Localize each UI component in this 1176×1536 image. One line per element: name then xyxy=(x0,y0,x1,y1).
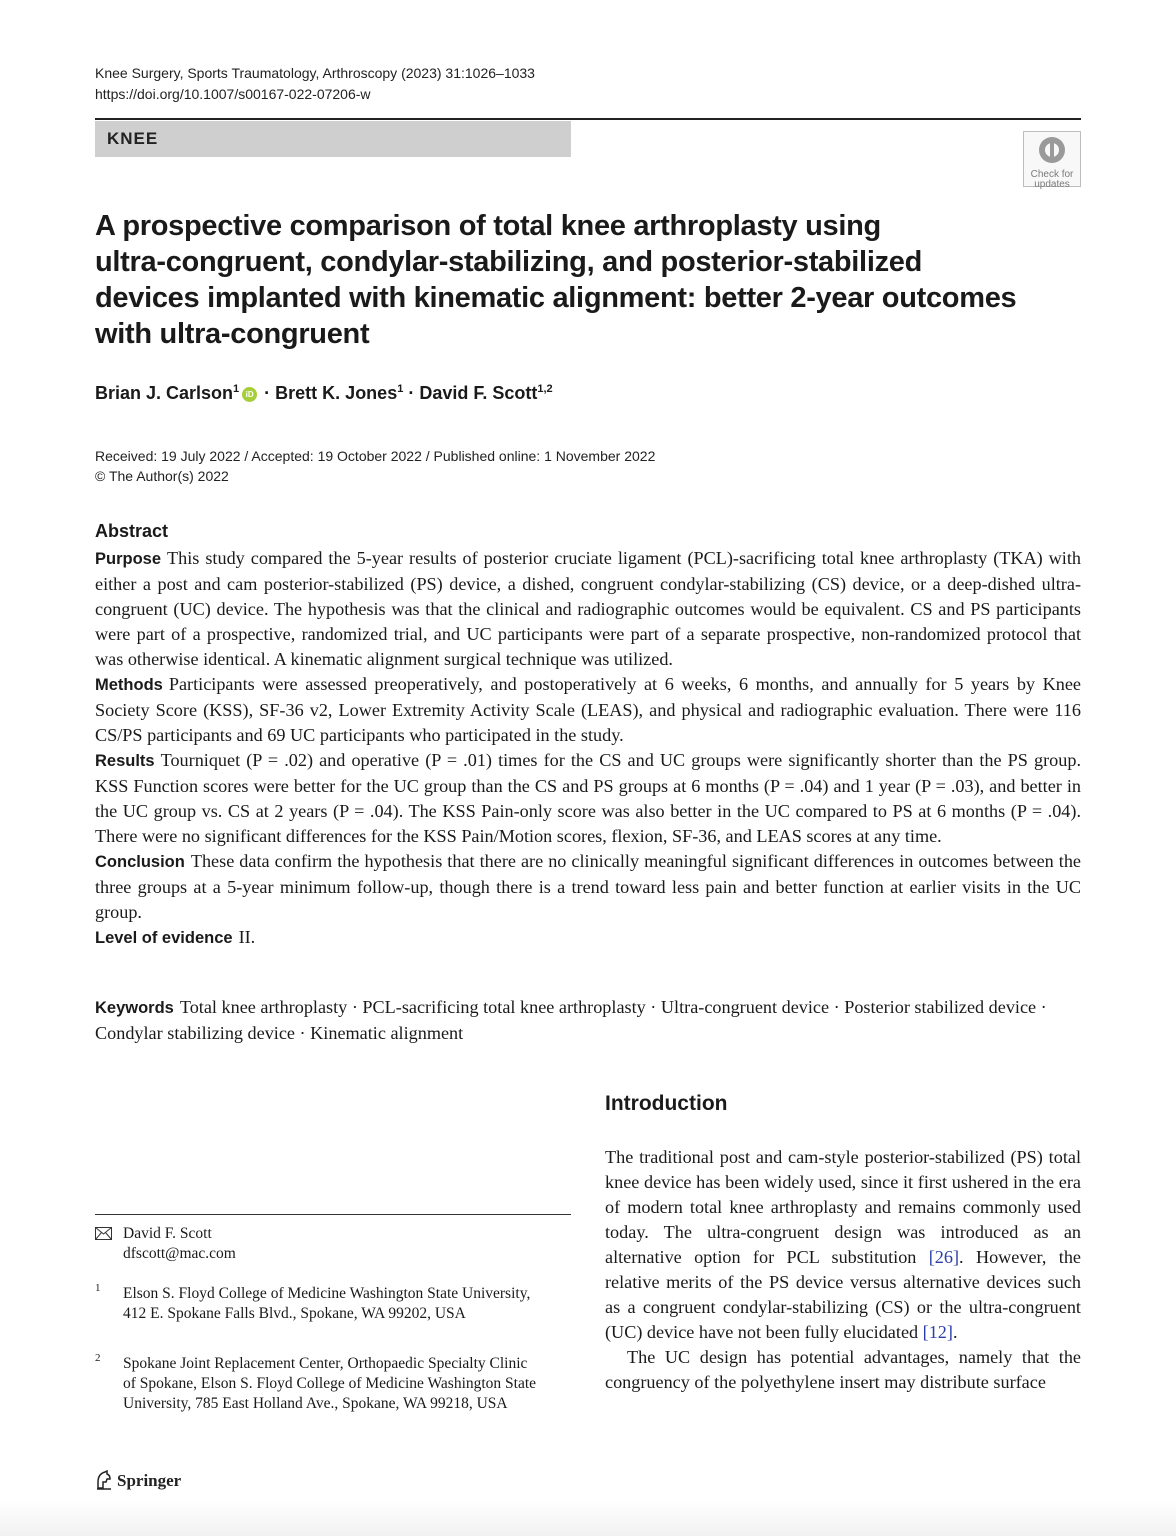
author-name[interactable]: Brett K. Jones xyxy=(275,383,398,403)
title-line: with ultra-congruent xyxy=(95,318,370,350)
header-rule xyxy=(95,118,1081,120)
introduction-body xyxy=(605,1145,1081,1395)
history-dates: Received: 19 July 2022 / Accepted: 19 October 2022 / Published online: 1 November 2022 xyxy=(95,448,656,464)
methods-label: Methods xyxy=(95,676,163,694)
title-line: A prospective comparison of total knee arthroplasty using xyxy=(95,210,881,242)
abstract-conclusion xyxy=(95,849,1081,925)
abstract-level xyxy=(95,925,1081,951)
check-updates-text-2: updates xyxy=(1034,179,1070,190)
affiliation-number: 1 xyxy=(95,1282,101,1294)
copyright: © The Author(s) 2022 xyxy=(95,468,229,484)
journal-citation: Knee Surgery, Sports Traumatology, Arthroscopy (2023) 31:1026–1033 xyxy=(95,65,535,81)
publisher-logo xyxy=(95,1470,181,1491)
page-bottom-shade xyxy=(0,1500,1176,1536)
section-label: KNEE xyxy=(107,129,159,148)
check-updates-text-1: Check for xyxy=(1030,169,1074,180)
intro-paragraph: The UC design has potential advantages, namely that the congruency of the polyethylene insert may distribute surface xyxy=(605,1347,1081,1392)
level-text: II. xyxy=(238,927,256,947)
author-separator: · xyxy=(259,383,276,403)
affiliation-text: Elson S. Floyd College of Medicine Washington State University, 412 E. Spokane Falls Blvd., Spokane, WA 99202, USA xyxy=(123,1285,531,1322)
keywords-label: Keywords xyxy=(95,999,174,1017)
doi-link[interactable]: https://doi.org/10.1007/s00167-022-07206-w xyxy=(95,86,371,102)
purpose-text: This study compared the 5-year results of posterior cruciate ligament (PCL)-sacrificing total knee arthroplasty (TKA) with either a post and cam posterior-stabilized (PS) device, a dished, congruent condylar-stabilizing (CS) device, or a deep-dished ultra-congruent (UC) device. The hypothesis was that the clinical and radiographic outcomes would be equivalent. CS and PS participants were part of a prospective, randomized trial, and UC participants were part of a separate prospective, non-randomized protocol that was otherwise identical. A kinematic alignment surgical technique was utilized. xyxy=(95,548,1081,669)
results-text: Tourniquet (P = .02) and operative (P = .01) times for the CS and UC groups were significantly shorter than the PS group. KSS Function scores were better for the UC group than the CS and PS groups at 6 months (P = .04) and 1 year (P = .03), and better in the UC group vs. CS at 2 years (P = .04). The KSS Pain-only score was also better in the UC compared to PS at 6 months (P = .04). There were no significant differences for the KSS Pain/Motion scores, flexion, SF-36, and LEAS scores at any time. xyxy=(95,750,1081,846)
conclusion-label: Conclusion xyxy=(95,853,185,871)
springer-horse-icon xyxy=(95,1470,113,1490)
author-list xyxy=(95,383,553,404)
keywords xyxy=(95,995,1081,1046)
orcid-icon[interactable]: iD xyxy=(242,387,257,402)
abstract-results xyxy=(95,748,1081,849)
article-title xyxy=(95,208,1035,352)
corresponding-author-name: David F. Scott xyxy=(123,1225,212,1242)
introduction-heading: Introduction xyxy=(605,1092,728,1115)
author-affiliation-mark: 1 xyxy=(233,383,240,395)
conclusion-text: These data confirm the hypothesis that there are no clinically meaningful significant differences in outcomes between the three groups at a 5-year minimum follow-up, though there is a trend toward less pain and better function at earlier visits in the UC group. xyxy=(95,851,1081,922)
title-line: devices implanted with kinematic alignment: better 2-year outcomes xyxy=(95,282,1017,314)
affiliation-text: Spokane Joint Replacement Center, Orthopaedic Specialty Clinic of Spokane, Elson S. Floyd College of Medicine Washington State University, 785 East Holland Ave., Spokane, WA 99218, USA xyxy=(123,1355,537,1412)
check-for-updates-badge[interactable] xyxy=(1023,131,1081,190)
author-name[interactable]: Brian J. Carlson xyxy=(95,383,234,403)
footnote-rule xyxy=(95,1214,571,1215)
check-updates-icon xyxy=(1037,135,1067,165)
author-name[interactable]: David F. Scott xyxy=(419,383,538,403)
envelope-icon xyxy=(95,1227,112,1240)
purpose-label: Purpose xyxy=(95,550,162,568)
intro-paragraph: The traditional post and cam-style posterior-stabilized (PS) total knee device has been widely used, since it first ushered in the era of modern total knee arthroplasty and remains commonly used today. The ultra-congruent design was introduced as an alternative option for PCL substitution [26]. However, the relative merits of the PS device versus alternative devices such as a congruent condylar-stabilizing (CS) or the ultra-congruent (UC) device have not been fully elucidated [12]. xyxy=(605,1147,1081,1342)
publication-dates xyxy=(95,446,655,486)
abstract-purpose xyxy=(95,546,1081,672)
abstract-methods xyxy=(95,672,1081,748)
citation-link[interactable]: [12] xyxy=(922,1322,953,1342)
title-line: ultra-congruent, condylar-stabilizing, and posterior-stabilized xyxy=(95,246,923,278)
affiliation-number: 2 xyxy=(95,1352,101,1364)
level-label: Level of evidence xyxy=(95,929,233,947)
corresponding-author-email[interactable]: dfscott@mac.com xyxy=(123,1245,236,1262)
results-label: Results xyxy=(95,752,155,770)
author-separator: · xyxy=(403,383,420,403)
abstract-body xyxy=(95,546,1081,951)
author-affiliation-mark: 1,2 xyxy=(537,383,553,395)
abstract-heading: Abstract xyxy=(95,521,169,541)
publisher-name: Springer xyxy=(117,1471,182,1490)
keywords-text: Total knee arthroplasty · PCL-sacrificing total knee arthroplasty · Ultra-congruent device · Posterior stabilized device · Condylar stabilizing device · Kinematic alignment xyxy=(95,997,1047,1043)
section-band xyxy=(95,121,571,157)
journal-citation-block xyxy=(95,63,535,105)
author-affiliation-mark: 1 xyxy=(397,383,404,395)
citation-link[interactable]: [26] xyxy=(928,1247,960,1267)
methods-text: Participants were assessed preoperatively, and postoperatively at 6 weeks, 6 months, and annually for 5 years by Knee Society Score (KSS), SF-36 v2, Lower Extremity Activity Scale (LEAS), and physical and radiographic evaluation. There were 116 CS/PS participants and 69 UC participants who participated in the study. xyxy=(95,674,1081,745)
